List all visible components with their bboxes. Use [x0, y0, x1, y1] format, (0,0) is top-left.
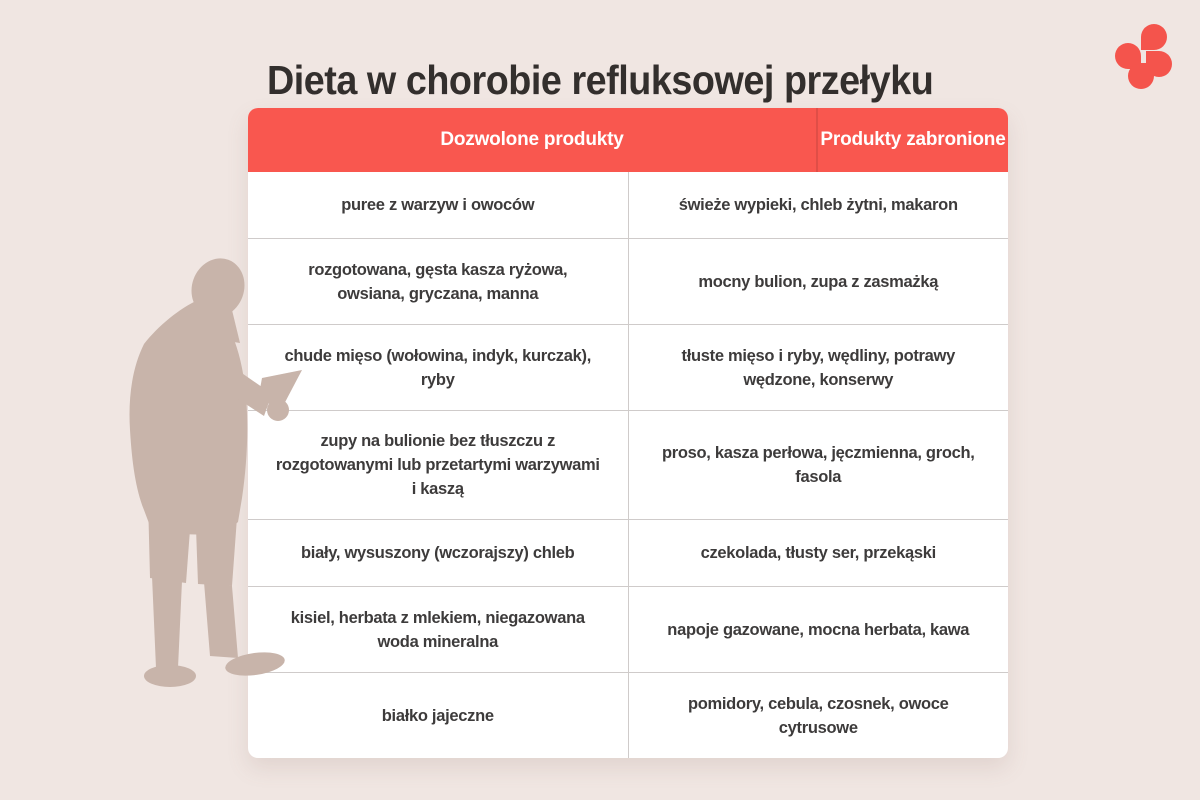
- table-row: [248, 519, 1008, 586]
- logo-drop-bottom-icon: [1128, 63, 1154, 89]
- table-row: [248, 586, 1008, 672]
- table-row: [248, 672, 1008, 758]
- forbidden-cell: tłuste mięso i ryby, wędliny, potrawy wędzone, konserwy: [681, 346, 955, 389]
- logo-drop-top-icon: [1141, 24, 1167, 50]
- column-header-forbidden: Produkty zabronione: [820, 129, 1006, 150]
- allowed-cell: chude mięso (wołowina, indyk, kurczak), ryby: [248, 325, 629, 410]
- table-row: [248, 410, 1008, 519]
- diet-table: [248, 108, 1008, 758]
- table-header-row: [248, 108, 1008, 172]
- table-row: [248, 172, 1008, 238]
- allowed-cell: puree z warzyw i owoców: [248, 172, 629, 238]
- allowed-cell: kisiel, herbata z mlekiem, niegazowana woda mineralna: [248, 587, 629, 672]
- forbidden-cell: pomidory, cebula, czosnek, owoce cytrusowe: [687, 694, 949, 737]
- table-row: [248, 238, 1008, 324]
- four-drops-logo-icon: [1114, 23, 1176, 89]
- forbidden-cell: czekolada, tłusty ser, przekąski: [700, 544, 936, 562]
- allowed-cell: rozgotowana, gęsta kasza ryżowa, owsiana, gryczana, manna: [248, 239, 629, 324]
- allowed-cell: białko jajeczne: [248, 673, 629, 758]
- allowed-cell: zupy na bulionie bez tłuszczu z rozgotowanymi lub przetartymi warzywami i kaszą: [248, 411, 629, 519]
- page-title: Dieta w chorobie refluksowej przełyku: [266, 57, 934, 104]
- table-row: [248, 324, 1008, 410]
- column-header-allowed: Dozwolone produkty: [248, 108, 818, 172]
- forbidden-cell: napoje gazowane, mocna herbata, kawa: [667, 620, 970, 639]
- forbidden-cell: mocny bulion, zupa z zasmażką: [698, 272, 939, 291]
- forbidden-cell: świeże wypieki, chleb żytni, makaron: [678, 196, 958, 214]
- forbidden-cell: proso, kasza perłowa, jęczmienna, groch, fasola: [661, 444, 975, 486]
- allowed-cell: biały, wysuszony (wczorajszy) chleb: [248, 520, 629, 586]
